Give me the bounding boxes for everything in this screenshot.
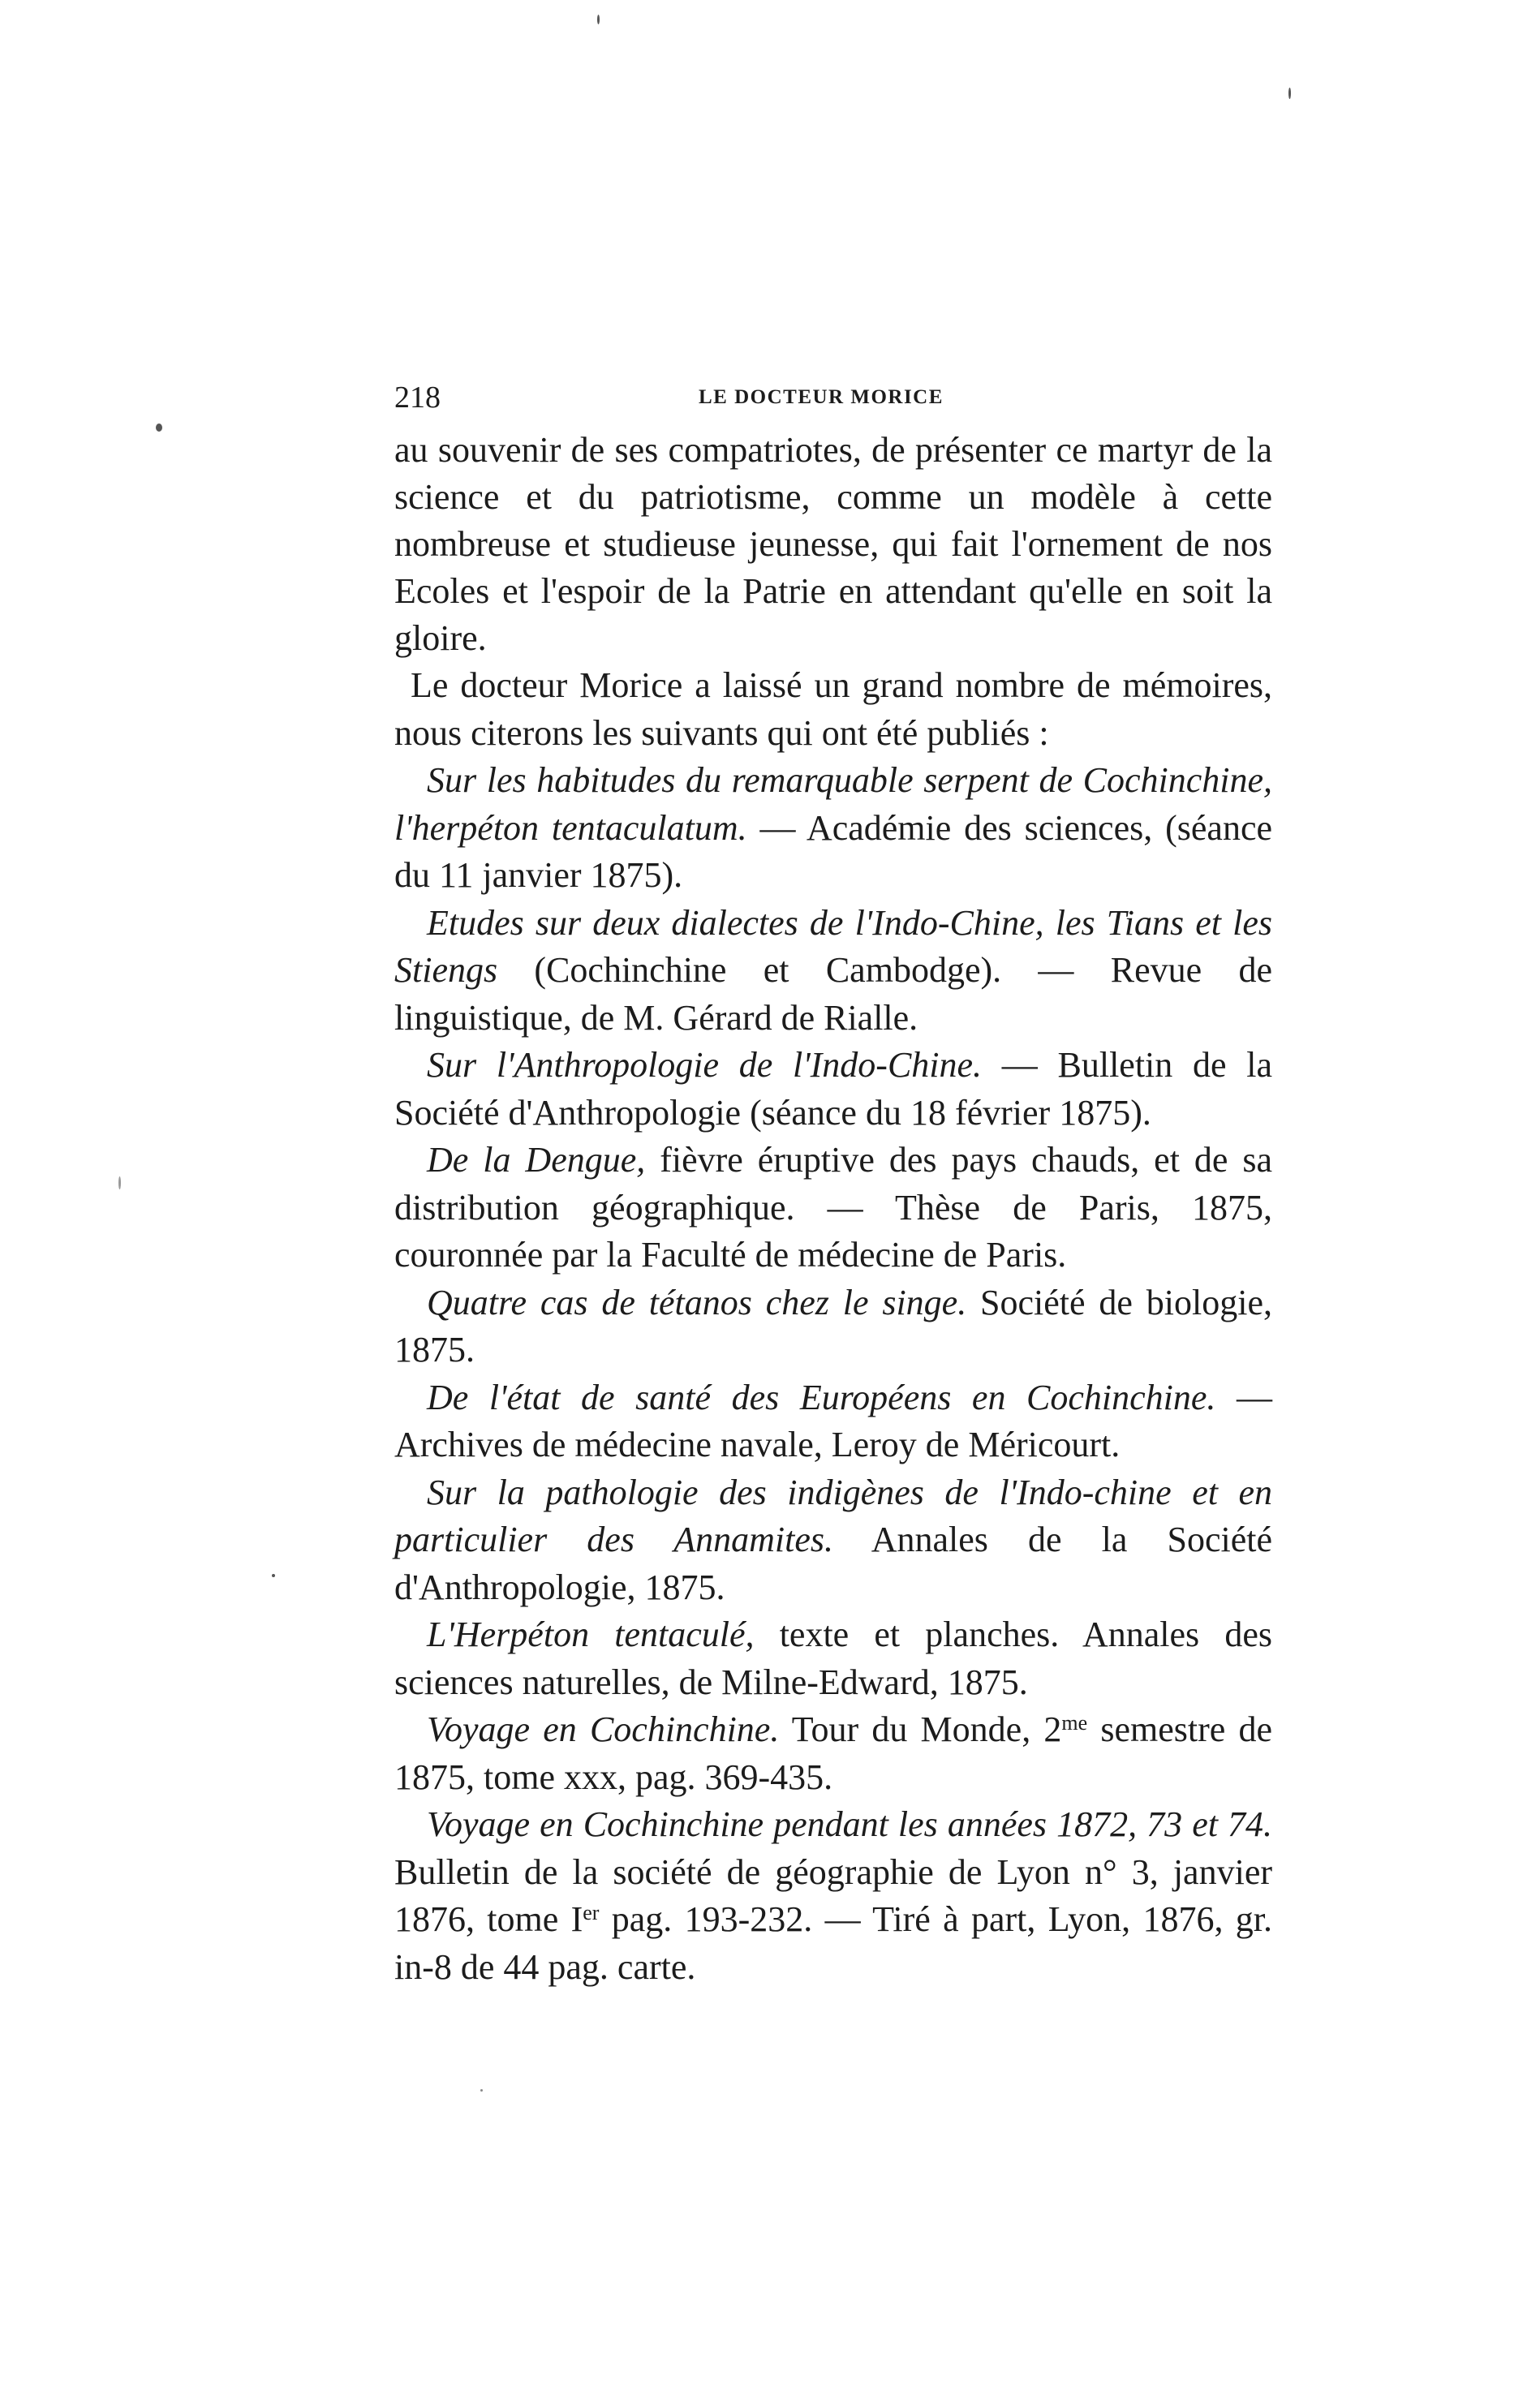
entry-title: Sur les habitudes du remarquable serpent de Cochinchine, l'herpéton tentaculatum. [394, 760, 1272, 848]
entry-title: De l'état de santé des Européens en Cochinchine. [427, 1377, 1216, 1417]
paper-speck [1288, 88, 1291, 99]
intro-list-lead: Le docteur Morice a laissé un grand nombre de mémoires, nous citerons les suivants qui ont été publiés : [394, 665, 1272, 753]
paper-speck [597, 15, 600, 24]
bibliography-entry [394, 1374, 1272, 1469]
entry-details: Société de biologie, 1875. [394, 1282, 1272, 1369]
page-number: 218 [394, 381, 441, 415]
paper-speck [272, 1574, 275, 1577]
paper-speck [480, 2089, 483, 2092]
entry-title: Sur la pathologie des indigènes de l'Indo-chine et en particulier des Annamites. [394, 1472, 1272, 1559]
entry-details: semestre de 1875, tome xxx, pag. 369-435. [394, 1709, 1272, 1797]
entry-details: pag. 193-232. — Tiré à part, Lyon, 1876, gr. in-8 de 44 pag. carte. [394, 1899, 1273, 1987]
entry-details: — Bulletin de la Société d'Anthropologie (séance du 18 février 1875). [394, 1045, 1272, 1133]
bibliography-entry [394, 1137, 1272, 1279]
ordinal-superscript: me [1061, 1711, 1088, 1735]
bibliography-entry [394, 1706, 1272, 1801]
page-header [394, 378, 1272, 427]
entry-title: De la Dengue, [427, 1140, 646, 1180]
entry-title: Sur l'Anthropologie de l'Indo-Chine. [427, 1045, 983, 1085]
intro-paragraph: au souvenir de ses compatriotes, de présenter ce martyr de la science et du patriotisme, comme un modèle à cette nombreuse et studieuse jeunesse, qui fait l'ornement de nos Ecoles et l'espoir de la Patrie en attendant qu'elle en soit la gloire. [394, 430, 1272, 658]
paper-speck [118, 1176, 121, 1189]
running-title: LE DOCTEUR MORICE [699, 386, 944, 408]
entry-details: texte et planches. Annales des sciences naturelles, de Milne-Edward, 1875. [394, 1615, 1273, 1702]
bibliography-entry [394, 900, 1272, 1043]
bibliography-entry [394, 757, 1272, 900]
entry-title: Etudes sur deux dialectes de l'Indo-Chine, les Tians et les Stiengs [394, 902, 1272, 990]
book-page [394, 378, 1272, 2001]
bibliography-entry [394, 1801, 1272, 1991]
entry-title: Quatre cas de tétanos chez le singe. [427, 1282, 967, 1322]
entry-details: Annales de la Société d'Anthropologie, 1875. [394, 1520, 1272, 1607]
bibliography-entry [394, 1279, 1272, 1374]
entry-title: Voyage en Cochinchine pendant les années 1872, 73 et 74. [427, 1804, 1272, 1844]
entry-details: Bulletin de la société de géographie de Lyon n° 3, janvier 1876, tome I [394, 1851, 1272, 1939]
entry-title: L'Herpéton tentaculé, [427, 1615, 755, 1654]
bibliography-entry [394, 1611, 1272, 1706]
entry-details: — Académie des sciences, (séance du 11 janvier 1875). [394, 807, 1272, 895]
entry-title: Voyage en Cochinchine. [427, 1709, 780, 1749]
entry-details: — Archives de médecine navale, Leroy de Méricourt. [394, 1377, 1272, 1464]
paper-speck [156, 424, 162, 432]
ordinal-superscript: er [583, 1901, 600, 1924]
entry-details: Tour du Monde, 2 [779, 1709, 1062, 1749]
entry-details: (Cochinchine et Cambodge). — Revue de linguistique, de M. Gérard de Rialle. [394, 950, 1272, 1038]
bibliography-entry [394, 1042, 1272, 1137]
entry-details: fièvre éruptive des pays chauds, et de sa distribution géographique. — Thèse de Paris, 1875, couronnée par la Faculté de médecine de Paris. [394, 1140, 1272, 1275]
bibliography-entry [394, 1469, 1272, 1612]
